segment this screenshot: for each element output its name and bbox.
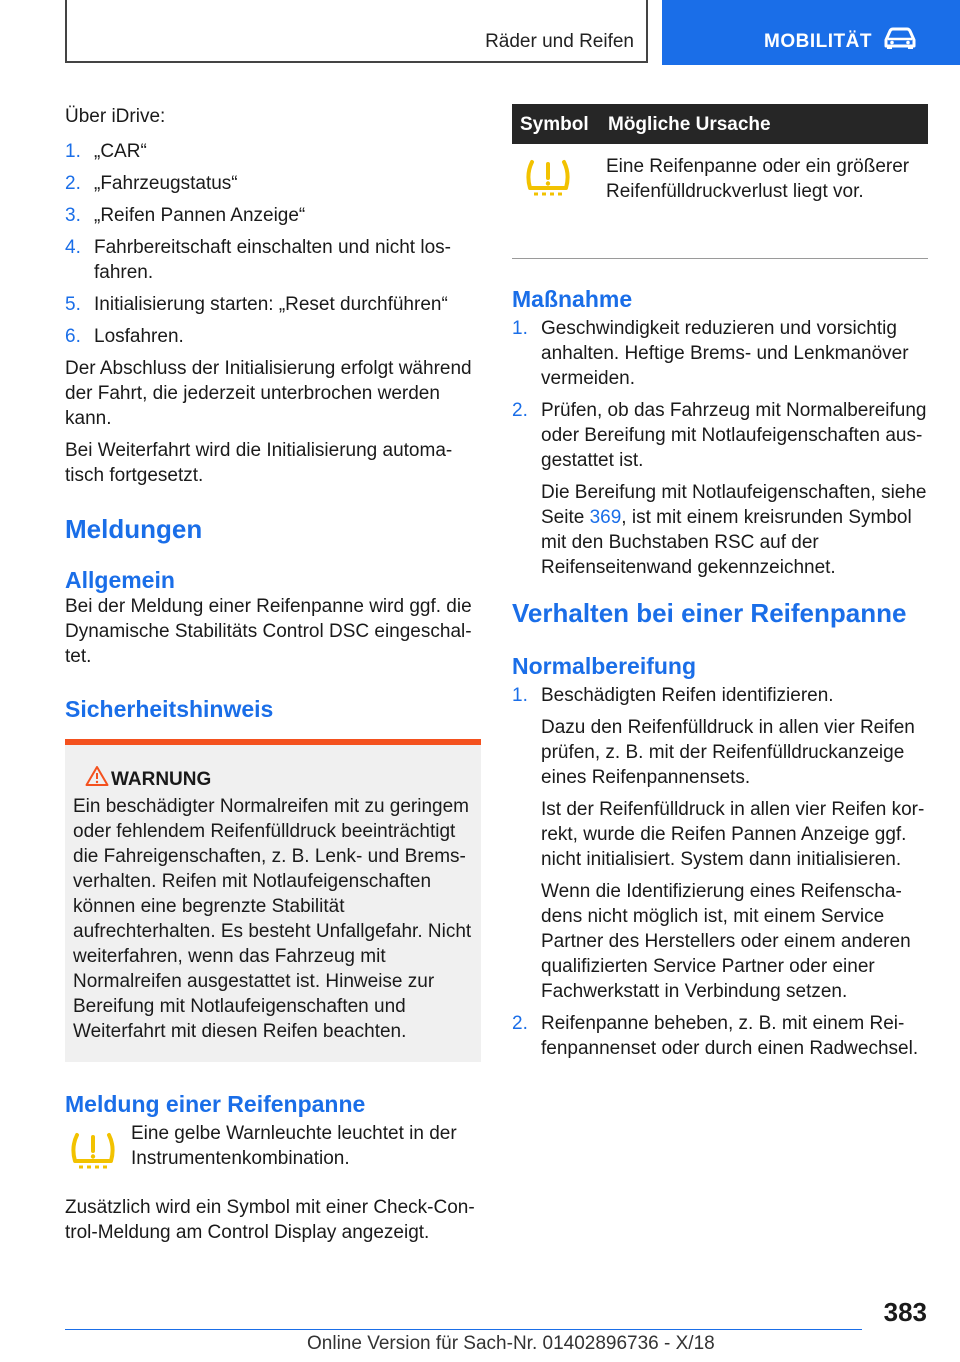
warning-header [73,767,473,792]
heading-meldungen: Meldungen [65,514,203,544]
heading-massnahme: Maßnahme [512,286,633,312]
tire-pressure-warning-icon [69,1131,117,1171]
list-item: 4. Fahrbereitschaft einschalten und nicht losfahren. [65,237,451,283]
list-item: 1. Beschädigten Reifen identifizieren. Dazu den Reifenfülldruck in allen vier Reifen prüfen, z. B. mit der Reifenfülldruckanzeige eines Reifenpannensets. Ist der Reifenfülldruck in allen vier Reifen korrekt, wurde die Reifen Pannen Anzeige ggf. nicht initialisiert. System dann initialisieren. Wenn die Identifizierung eines Reifenschadens nicht möglich ist, mit einem Service Partner des Herstellers oder einem anderen qualifizierten Service Partner oder einer Fachwerkstatt in Verbindung setzen. [512,683,928,1004]
table-header-cause: Mögliche Ursache [608,114,771,135]
right-column [512,104,928,1068]
heading-normalbereifung: Normalbereifung [512,653,697,679]
list-item: 1. Geschwindigkeit reduzieren und vorsichtig anhalten. Heftige Brems- und Lenkmanöver vermeiden. [512,318,909,389]
massnahme-sub-paragraph: Die Bereifung mit Notlaufeigenschaften, siehe Seite 369, ist mit einem kreisrunden Symbol mit den Buchstaben RSC auf der Reifenseitenwand gekennzeichnet. [541,482,927,578]
header-chapter-tab[interactable] [662,0,960,65]
warning-title: WARNUNG [111,769,212,790]
heading-sicherheitshinweis: Sicherheitshinweis [65,696,274,722]
header-section-title: Räder und Reifen [485,31,634,52]
normal-sub-paragraph: Ist der Reifenfülldruck in allen vier Reifen korrekt, wurde die Reifen Pannen Anzeige ggf. nicht initialisiert. System dann initialisieren. [541,799,925,870]
massnahme-list [512,316,928,580]
table-row [512,144,928,259]
footer-version: Online Version für Sach-Nr. 01402896736 - X/18 [307,1333,715,1354]
list-item: 6. Losfahren. [65,326,184,347]
list-item: 2. „Fahrzeugstatus“ [65,173,238,194]
list-item: 2. Reifenpanne beheben, z. B. mit einem Reifenpannenset oder durch einen Radwechsel. [512,1013,919,1059]
idrive-intro: Über iDrive: [65,106,166,127]
normal-sub-paragraph: Wenn die Identifizierung eines Reifenschadens nicht möglich ist, mit einem Service Partner des Herstellers oder einem anderen qualifizierten Service Partner oder einer Fachwerkstatt in Verbindung setzen. [541,881,911,1002]
table-header-symbol: Symbol [520,114,589,135]
heading-meldung-reifenpanne: Meldung einer Reifenpanne [65,1091,366,1117]
warning-triangle-icon [85,765,109,787]
car-icon [882,26,918,50]
heading-allgemein: Allgemein [65,567,175,593]
list-item: 3. „Reifen Pannen Anzeige“ [65,205,306,226]
check-control-paragraph: Zusätzlich wird ein Symbol mit einer Check-Control-Meldung am Control Display angezeigt. [65,1197,475,1243]
init-paragraph-1: Der Abschluss der Initialisierung erfolgt während der Fahrt, die jederzeit unterbrochen werden kann. [65,358,472,429]
header-chapter-label: MOBILITÄT [764,31,872,52]
left-column [65,104,481,1245]
list-item: 1. „CAR“ [65,141,147,162]
symbol-table-header [512,104,928,144]
idrive-steps [65,139,481,349]
warning-box [65,739,481,1062]
warning-lamp-text: Eine gelbe Warnleuchte leuchtet in der Instrumentenkombination. [131,1123,457,1169]
footer-divider [65,1329,862,1330]
page-number: 383 [883,1297,927,1327]
allgemein-text: Bei der Meldung einer Reifenpanne wird ggf. die Dynamische Stabilitäts Control DSC eingeschaltet. [65,596,472,667]
warning-text: Ein beschädigter Normalreifen mit zu geringem oder fehlendem Reifenfülldruck beeinträchtigt die Fahreigenschaften, z. B. Lenk- und Bremsverhalten. Reifen mit Notlaufeigenschaften können eine begrenzte Stabilität aufrechterhalten. Es besteht Unfallgefahr. Nicht weiterfahren, wenn das Fahrzeug mit Normalreifen ausgestattet ist. Hinweise zur Bereifung mit Notlaufeigenschaften und Weiterfahrt mit diesen Reifen beachten. [73,796,472,1042]
normalbereifung-list [512,683,928,1061]
heading-verhalten: Verhalten bei einer Reifenpanne [512,598,907,628]
header-section-box [65,0,648,63]
table-cell-cause: Eine Reifenpanne oder ein größerer Reifenfülldruckverlust liegt vor. [606,156,910,202]
list-item: 2. Prüfen, ob das Fahrzeug mit Normalbereifung oder Bereifung mit Notlaufeigenschaften ausgestattet ist. Die Bereifung mit Notlaufeigenschaften, siehe Seite 369, ist mit einem kreisrunden Symbol mit den Buchstaben RSC auf der Reifenseitenwand gekennzeichnet. [512,400,927,578]
normal-sub-paragraph: Dazu den Reifenfülldruck in allen vier Reifen prüfen, z. B. mit der Reifenfülldruckanzeige eines Reifenpannensets. [541,717,915,788]
tire-pressure-warning-icon [524,158,572,198]
init-paragraph-2: Bei Weiterfahrt wird die Initialisierung automatisch fortgesetzt. [65,440,453,486]
page-link-369[interactable]: 369 [589,507,622,528]
list-item: 5. Initialisierung starten: „Reset durchführen“ [65,294,448,315]
warning-lamp-block [65,1121,481,1179]
